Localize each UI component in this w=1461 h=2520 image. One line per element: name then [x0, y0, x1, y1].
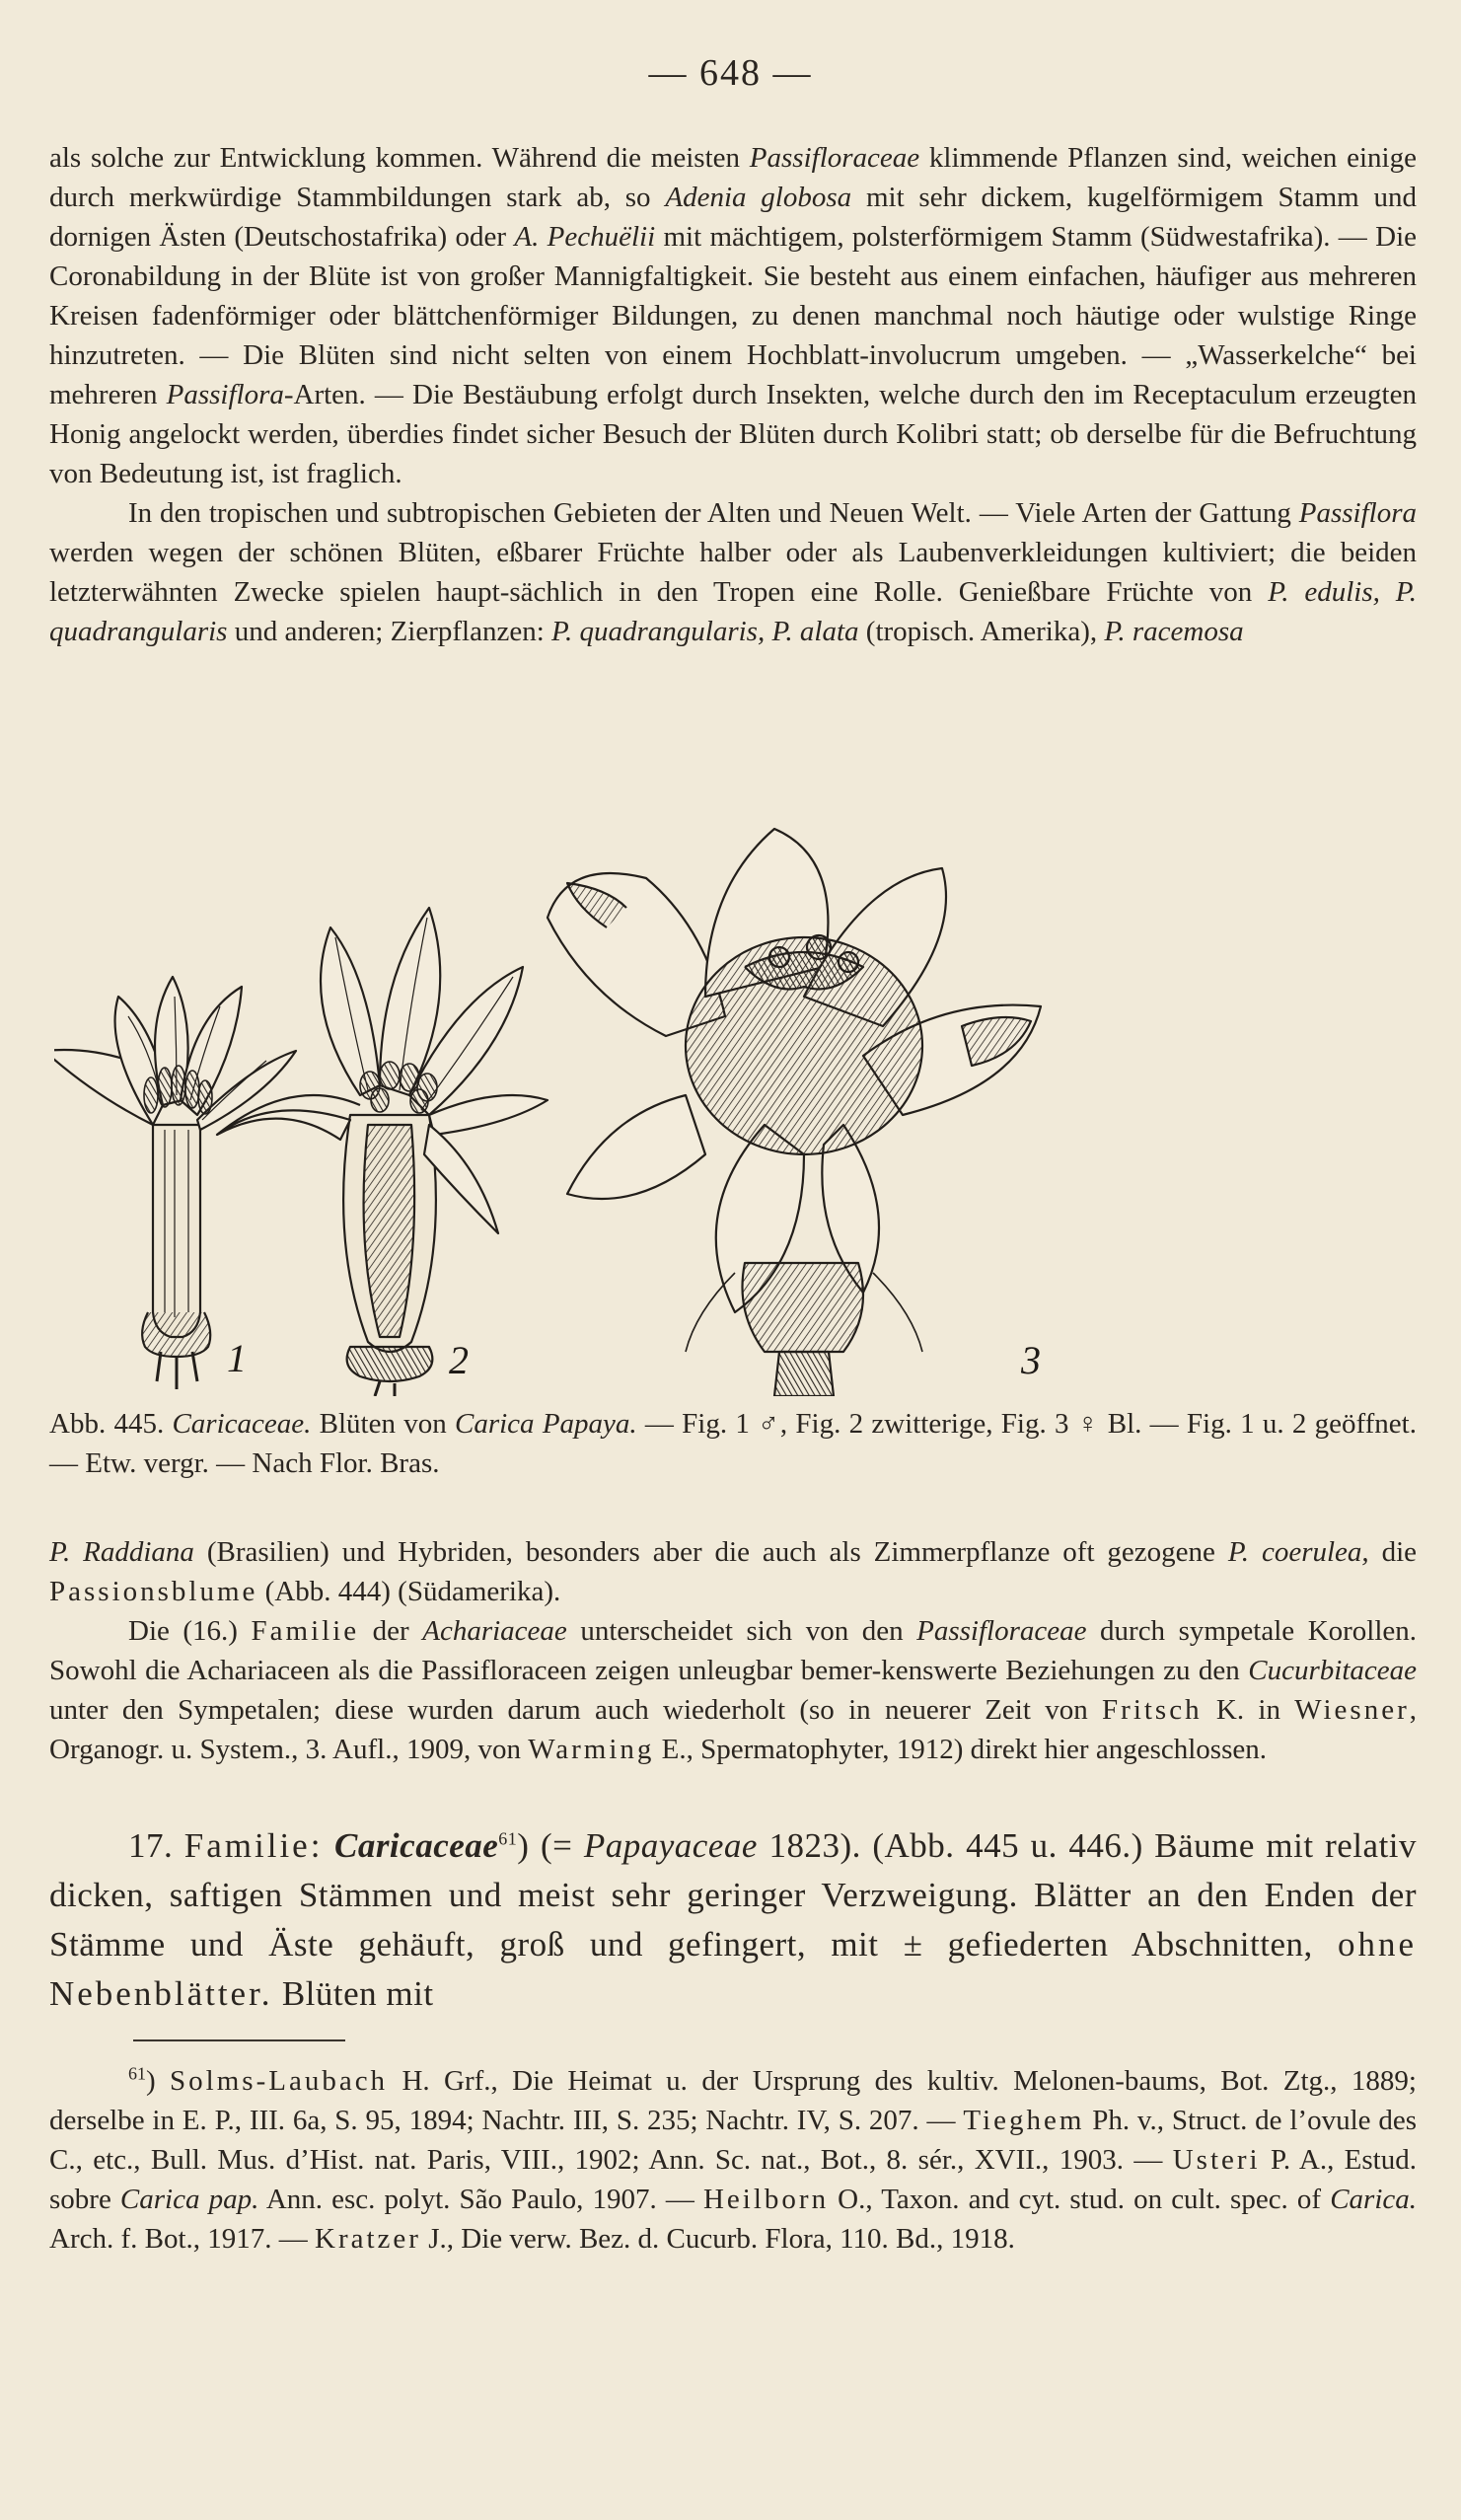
- footnote-divider: [133, 2039, 345, 2041]
- text-run: werden wegen der schönen Blüten, eßbarer Früchte halber oder als Laubenverkleidungen kultiviert; die beiden letzterwähnten Zwecke spielen haupt-sächlich in den Tropen eine Rolle. Genießbare Früchte von: [49, 537, 1417, 608]
- taxon-name: Passiflora: [166, 379, 284, 410]
- text-run: ): [146, 2065, 171, 2097]
- footnote-61: [49, 2061, 1417, 2259]
- text-run: unter den Sympetalen; diese wurden darum auch wiederholt (so in neuerer Zeit von: [49, 1694, 1103, 1726]
- taxon-name: Carica pap.: [119, 2184, 259, 2215]
- paragraph-caricaceae: [49, 1821, 1417, 2019]
- figure-label-2: 2: [449, 1338, 469, 1382]
- taxon-name: Papayaceae: [583, 1826, 758, 1865]
- text-run: P. A., Estud. sobre: [49, 2144, 1417, 2215]
- taxon-name: P. coerulea,: [1227, 1536, 1369, 1568]
- figure-label-1: 1: [227, 1336, 247, 1380]
- text-run: mit sehr dickem, kugelförmigem Stamm und dornigen Ästen (Deutschostafrika) oder: [49, 182, 1417, 253]
- text-run: durch sympetale Korollen. Sowohl die Achariaceen als die Passifloraceen zeigen unleugbar bemer-kenswerte Beziehungen zu den: [49, 1615, 1418, 1686]
- footnote-number: 61: [128, 2063, 146, 2084]
- paragraph-passiflora-continued: [49, 1532, 1417, 1611]
- figure-2-hermaphrodite-flower: [217, 908, 548, 1396]
- taxon-name: A. Pechuëlii: [514, 221, 656, 253]
- text-run: E., Spermatophyter, 1912) direkt hier angeschlossen.: [654, 1734, 1267, 1765]
- text-run: unterscheidet sich von den: [566, 1615, 917, 1647]
- taxon-name: P. Raddiana: [49, 1536, 194, 1568]
- text-run: Die (16.): [128, 1615, 252, 1647]
- upper-text: [49, 138, 1417, 651]
- paragraph-achariaceae: [49, 1611, 1417, 1769]
- paragraph-distribution: [49, 493, 1417, 651]
- author-name: Solms-Laubach: [170, 2065, 389, 2097]
- lower-text: [49, 1532, 1417, 1769]
- spaced-term: ohne Nebenblätter.: [49, 1925, 1417, 2013]
- page-number: — 648 —: [648, 52, 813, 94]
- taxon-name: P. racemosa: [1104, 616, 1244, 647]
- text-run: ) (=: [517, 1826, 584, 1865]
- taxon-name: Caricaceae.: [172, 1408, 312, 1440]
- text-run: klimmende Pflanzen sind, weichen einige durch merkwürdige Stammbildungen stark ab, so: [49, 142, 1417, 213]
- caption-text: — Fig. 1 ♂, Fig. 2 zwitterige, Fig. 3 ♀ Bl. — Fig. 1 u. 2 geöffnet. — Etw. vergr. — Nach Flor. Bras.: [49, 1408, 1417, 1479]
- author-name: Heilborn: [702, 2184, 830, 2215]
- taxon-name: Passifloraceae: [749, 142, 920, 174]
- taxon-name: Passifloraceae: [916, 1615, 1087, 1647]
- text-run: als solche zur Entwicklung kommen. Während die meisten: [49, 142, 750, 174]
- text-run: 17.: [128, 1826, 184, 1865]
- text-run: (tropisch. Amerika),: [858, 616, 1105, 647]
- caption-text: Abb. 445.: [49, 1408, 173, 1440]
- author-name: Wiesner: [1294, 1694, 1410, 1726]
- footnote-reference: 61: [498, 1828, 518, 1849]
- text-run: In den tropischen und subtropischen Gebieten der Alten und Neuen Welt. — Viele Arten der Gattung: [128, 497, 1299, 529]
- spaced-term: Familie:: [183, 1826, 324, 1865]
- text-run: H. Grf., Die Heimat u. der Ursprung des kultiv. Melonen-baums, Bot. Ztg., 1889; derselbe in E. P., III. 6a, S. 95, 1894; Nachtr. III, S. 235; Nachtr. IV, S. 207. —: [49, 2065, 1417, 2136]
- text-run: J., Die verw. Bez. d. Cucurb. Flora, 110. Bd., 1918.: [420, 2223, 1015, 2255]
- author-name: Warming: [528, 1734, 655, 1765]
- author-name: Fritsch: [1102, 1694, 1203, 1726]
- taxon-name: Adenia globosa: [665, 182, 852, 213]
- text-run: (Abb. 444) (Südamerika).: [257, 1576, 561, 1607]
- author-name: Tieghem: [963, 2105, 1085, 2136]
- text-run: 1823). (Abb. 445 u. 446.) Bäume mit relativ dicken, saftigen Stämmen und meist sehr geringer Verzweigung. Blätter an den Enden der Stämme und Äste gehäuft, groß und gefingert, mit ± gefiederten Abschnitten,: [49, 1826, 1418, 1964]
- figure-1-male-flower: [54, 977, 296, 1389]
- taxon-name: Passiflora: [1298, 497, 1417, 529]
- taxon-name: P. quadrangularis, P. alata: [551, 616, 859, 647]
- family-name: Caricaceae: [333, 1826, 499, 1865]
- taxon-name: Achariaceae: [422, 1615, 567, 1647]
- paragraph-passifloraceae: [49, 138, 1417, 493]
- author-name: Usteri: [1172, 2144, 1261, 2176]
- figure-carica-flowers: [54, 799, 1416, 1396]
- figure-label-3: 3: [1021, 1338, 1041, 1382]
- taxon-name: Cucurbitaceae: [1248, 1655, 1417, 1686]
- text-run: und anderen; Zierpflanzen:: [227, 616, 551, 647]
- text-run: Arch. f. Bot., 1917. —: [49, 2223, 316, 2255]
- caption-text: Blüten von: [311, 1408, 455, 1440]
- text-run: O., Taxon. and cyt. stud. on cult. spec. of: [829, 2184, 1331, 2215]
- text-run: Blüten mit: [272, 1974, 434, 2013]
- taxon-name: Carica.: [1330, 2184, 1417, 2215]
- text-run: -Arten. — Die Bestäubung erfolgt durch Insekten, welche durch den im Receptaculum erzeugten Honig angelockt werden, überdies findet sicher Besuch der Blüten durch Kolibri statt; ob derselbe für die Befruchtung von Bedeutung ist, ist fraglich.: [49, 379, 1417, 489]
- figure-caption: [49, 1404, 1417, 1483]
- text-run: Ann. esc. polyt. São Paulo, 1907. —: [258, 2184, 703, 2215]
- text-run: die: [1368, 1536, 1417, 1568]
- author-name: Kratzer: [315, 2223, 421, 2255]
- text-run: Ph. v., Struct. de l’ovule des C., etc., Bull. Mus. d’Hist. nat. Paris, VIII., 1902; Ann. Sc. nat., Bot., 8. sér., XVII., 1903. —: [49, 2105, 1417, 2176]
- footnote-text: [49, 2061, 1417, 2259]
- spaced-term: Passionsblume: [49, 1576, 258, 1607]
- text-run: der: [359, 1615, 423, 1647]
- taxon-name: Carica Papaya.: [455, 1408, 637, 1440]
- family-caricaceae-section: [49, 1821, 1417, 2019]
- text-run: (Brasilien) und Hybriden, besonders aber die auch als Zimmerpflanze oft gezogene: [193, 1536, 1228, 1568]
- text-run: [323, 1826, 334, 1865]
- taxon-name: P. edulis, P. quadrangularis: [49, 576, 1417, 647]
- flower-illustration: [54, 799, 1416, 1396]
- spaced-term: Familie: [251, 1615, 360, 1647]
- figure-3-female-flower: [548, 829, 1041, 1396]
- text-run: , Organogr. u. System., 3. Aufl., 1909, von: [49, 1694, 1417, 1765]
- text-run: mit mächtigem, polsterförmigem Stamm (Südwestafrika). — Die Coronabildung in der Blüte ist von großer Mannigfaltigkeit. Sie besteht aus einem einfachen, häufiger aus mehreren Kreisen fadenförmiger oder blättchenförmiger Bildungen, zu denen manchmal noch häutige oder wulstige Ringe hinzutreten. — Die Blüten sind nicht selten von einem Hochblatt-involucrum umgeben. — „Wasserkelche“ bei mehreren: [49, 221, 1417, 410]
- text-run: K. in: [1202, 1694, 1295, 1726]
